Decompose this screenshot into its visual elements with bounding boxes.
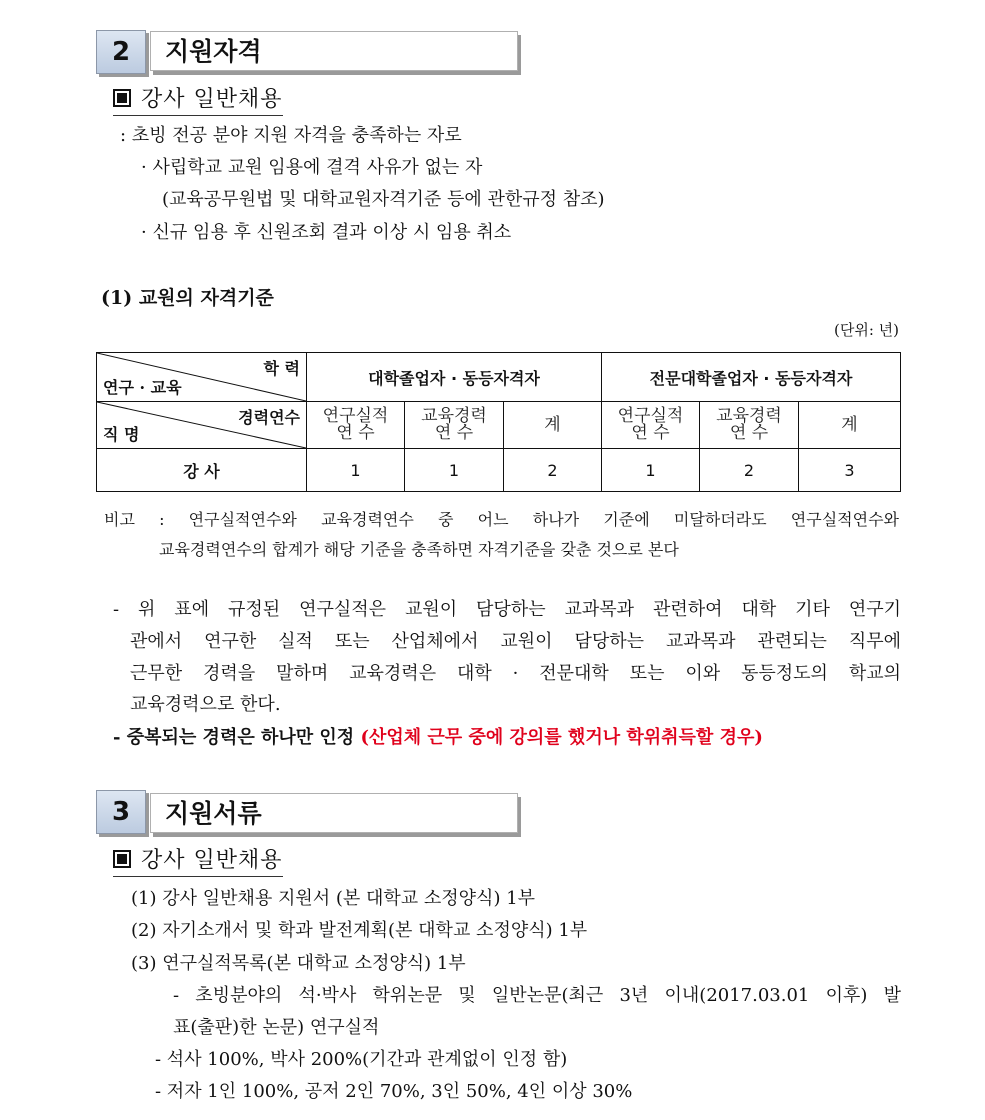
table-note: 비고 : 연구실적연수와 교육경력연수 중 어느 하나가 기준에 미달하더라도 연구실적연수와 xyxy=(104,510,899,529)
subsection-title xyxy=(113,843,283,877)
eligibility-bullet: · 신규 임용 후 신원조회 결과 이상 시 임용 취소 xyxy=(141,222,512,243)
table-cell: 1 xyxy=(307,449,405,492)
filled-square-icon xyxy=(113,850,131,868)
overlap-rule-line xyxy=(113,723,763,749)
column-header-research-years xyxy=(602,402,700,449)
overlap-rule-text: - 중복되는 경력은 하나만 인정 xyxy=(113,727,361,748)
qualification-table xyxy=(96,352,901,492)
table-cell: 3 xyxy=(799,449,901,492)
document-detail-line: - 저자 1인 100%, 공저 2인 70%, 3인 50%, 4인 이상 30% xyxy=(155,1081,633,1102)
table-row xyxy=(97,449,901,492)
document-list-item: (2) 자기소개서 및 학과 발전계획(본 대학교 소정양식) 1부 xyxy=(131,920,588,941)
column-header-line: 연구실적 xyxy=(617,406,684,426)
section-number-badge xyxy=(96,30,146,74)
section-number-badge xyxy=(96,790,146,834)
table-corner-header xyxy=(97,402,307,449)
row-label-lecturer: 강 사 xyxy=(97,449,307,492)
corner-label-years: 경력연수 xyxy=(238,408,300,427)
section-title: 지원자격 xyxy=(150,31,518,71)
document-detail-line: - 석사 100%, 박사 200%(기간과 관계없이 인정 함) xyxy=(155,1049,568,1070)
unit-label: (단위: 년) xyxy=(834,321,899,339)
table-corner-header xyxy=(97,353,307,402)
table-cell: 2 xyxy=(700,449,799,492)
filled-square-icon xyxy=(113,89,131,107)
table-cell: 2 xyxy=(504,449,602,492)
column-header-line: 교육경력 xyxy=(716,406,782,426)
column-header-line: 연 수 xyxy=(434,423,474,443)
eligibility-line: : 초빙 전공 분야 지원 자격을 충족하는 자로 xyxy=(120,125,462,146)
eligibility-reference: (교육공무원법 및 대학교원자격기준 등에 관한규정 참조) xyxy=(162,189,605,210)
overlap-rule-highlight: (산업체 근무 중에 강의를 했거나 학위취득할 경우) xyxy=(360,727,763,748)
corner-label-education: 학 력 xyxy=(263,359,300,378)
corner-label-position: 직 명 xyxy=(103,425,140,444)
paragraph-line: 근무한 경력을 말하며 교육경력은 대학 · 전문대학 또는 이와 동등정도의 학교의 xyxy=(130,663,901,684)
subsection-title xyxy=(113,82,283,116)
column-header-teaching-years xyxy=(405,402,504,449)
document-detail-line: - 초빙분야의 석·박사 학위논문 및 일반논문(최근 3년 이내(2017.03.01 이후) 발 xyxy=(173,985,901,1006)
document-list-item: (1) 강사 일반채용 지원서 (본 대학교 소정양식) 1부 xyxy=(131,888,536,909)
column-header-line: 교육경력 xyxy=(421,406,487,426)
document-list-item: (3) 연구실적목록(본 대학교 소정양식) 1부 xyxy=(131,953,466,974)
table-cell: 1 xyxy=(405,449,504,492)
section-title: 지원서류 xyxy=(150,793,518,833)
column-header-teaching-years xyxy=(700,402,799,449)
section-number: 3 xyxy=(111,797,131,827)
group-header-college: 전문대학졸업자 · 동등자격자 xyxy=(602,353,901,402)
table-cell: 1 xyxy=(602,449,700,492)
paragraph-line: 교육경력으로 한다. xyxy=(130,694,281,715)
column-header-total: 계 xyxy=(799,402,901,449)
subsection-title-text: 강사 일반채용 xyxy=(141,87,283,112)
column-header-line: 연 수 xyxy=(631,423,670,443)
table-note-continuation: 교육경력연수의 합계가 해당 기준을 충족하면 자격기준을 갖춘 것으로 본다 xyxy=(159,540,679,559)
qualification-heading: (1) 교원의 자격기준 xyxy=(101,287,274,309)
corner-label-research-teaching: 연구 · 교육 xyxy=(103,378,182,397)
eligibility-bullet: · 사립학교 교원 임용에 결격 사유가 없는 자 xyxy=(141,157,483,178)
paragraph-line: - 위 표에 규정된 연구실적은 교원이 담당하는 교과목과 관련하여 대학 기타 연구기 xyxy=(113,599,901,620)
subsection-title-text: 강사 일반채용 xyxy=(141,848,283,873)
group-header-university: 대학졸업자 · 동등자격자 xyxy=(307,353,602,402)
column-header-research-years xyxy=(307,402,405,449)
document-detail-line: 표(출판)한 논문) 연구실적 xyxy=(173,1017,380,1038)
column-header-line: 연구실적 xyxy=(322,406,389,426)
column-header-total: 계 xyxy=(504,402,602,449)
column-header-line: 연 수 xyxy=(336,423,375,443)
column-header-line: 연 수 xyxy=(729,423,769,443)
paragraph-line: 관에서 연구한 실적 또는 산업체에서 교원이 담당하는 교과목과 관련되는 직무에 xyxy=(130,631,901,652)
section-number: 2 xyxy=(111,37,131,67)
